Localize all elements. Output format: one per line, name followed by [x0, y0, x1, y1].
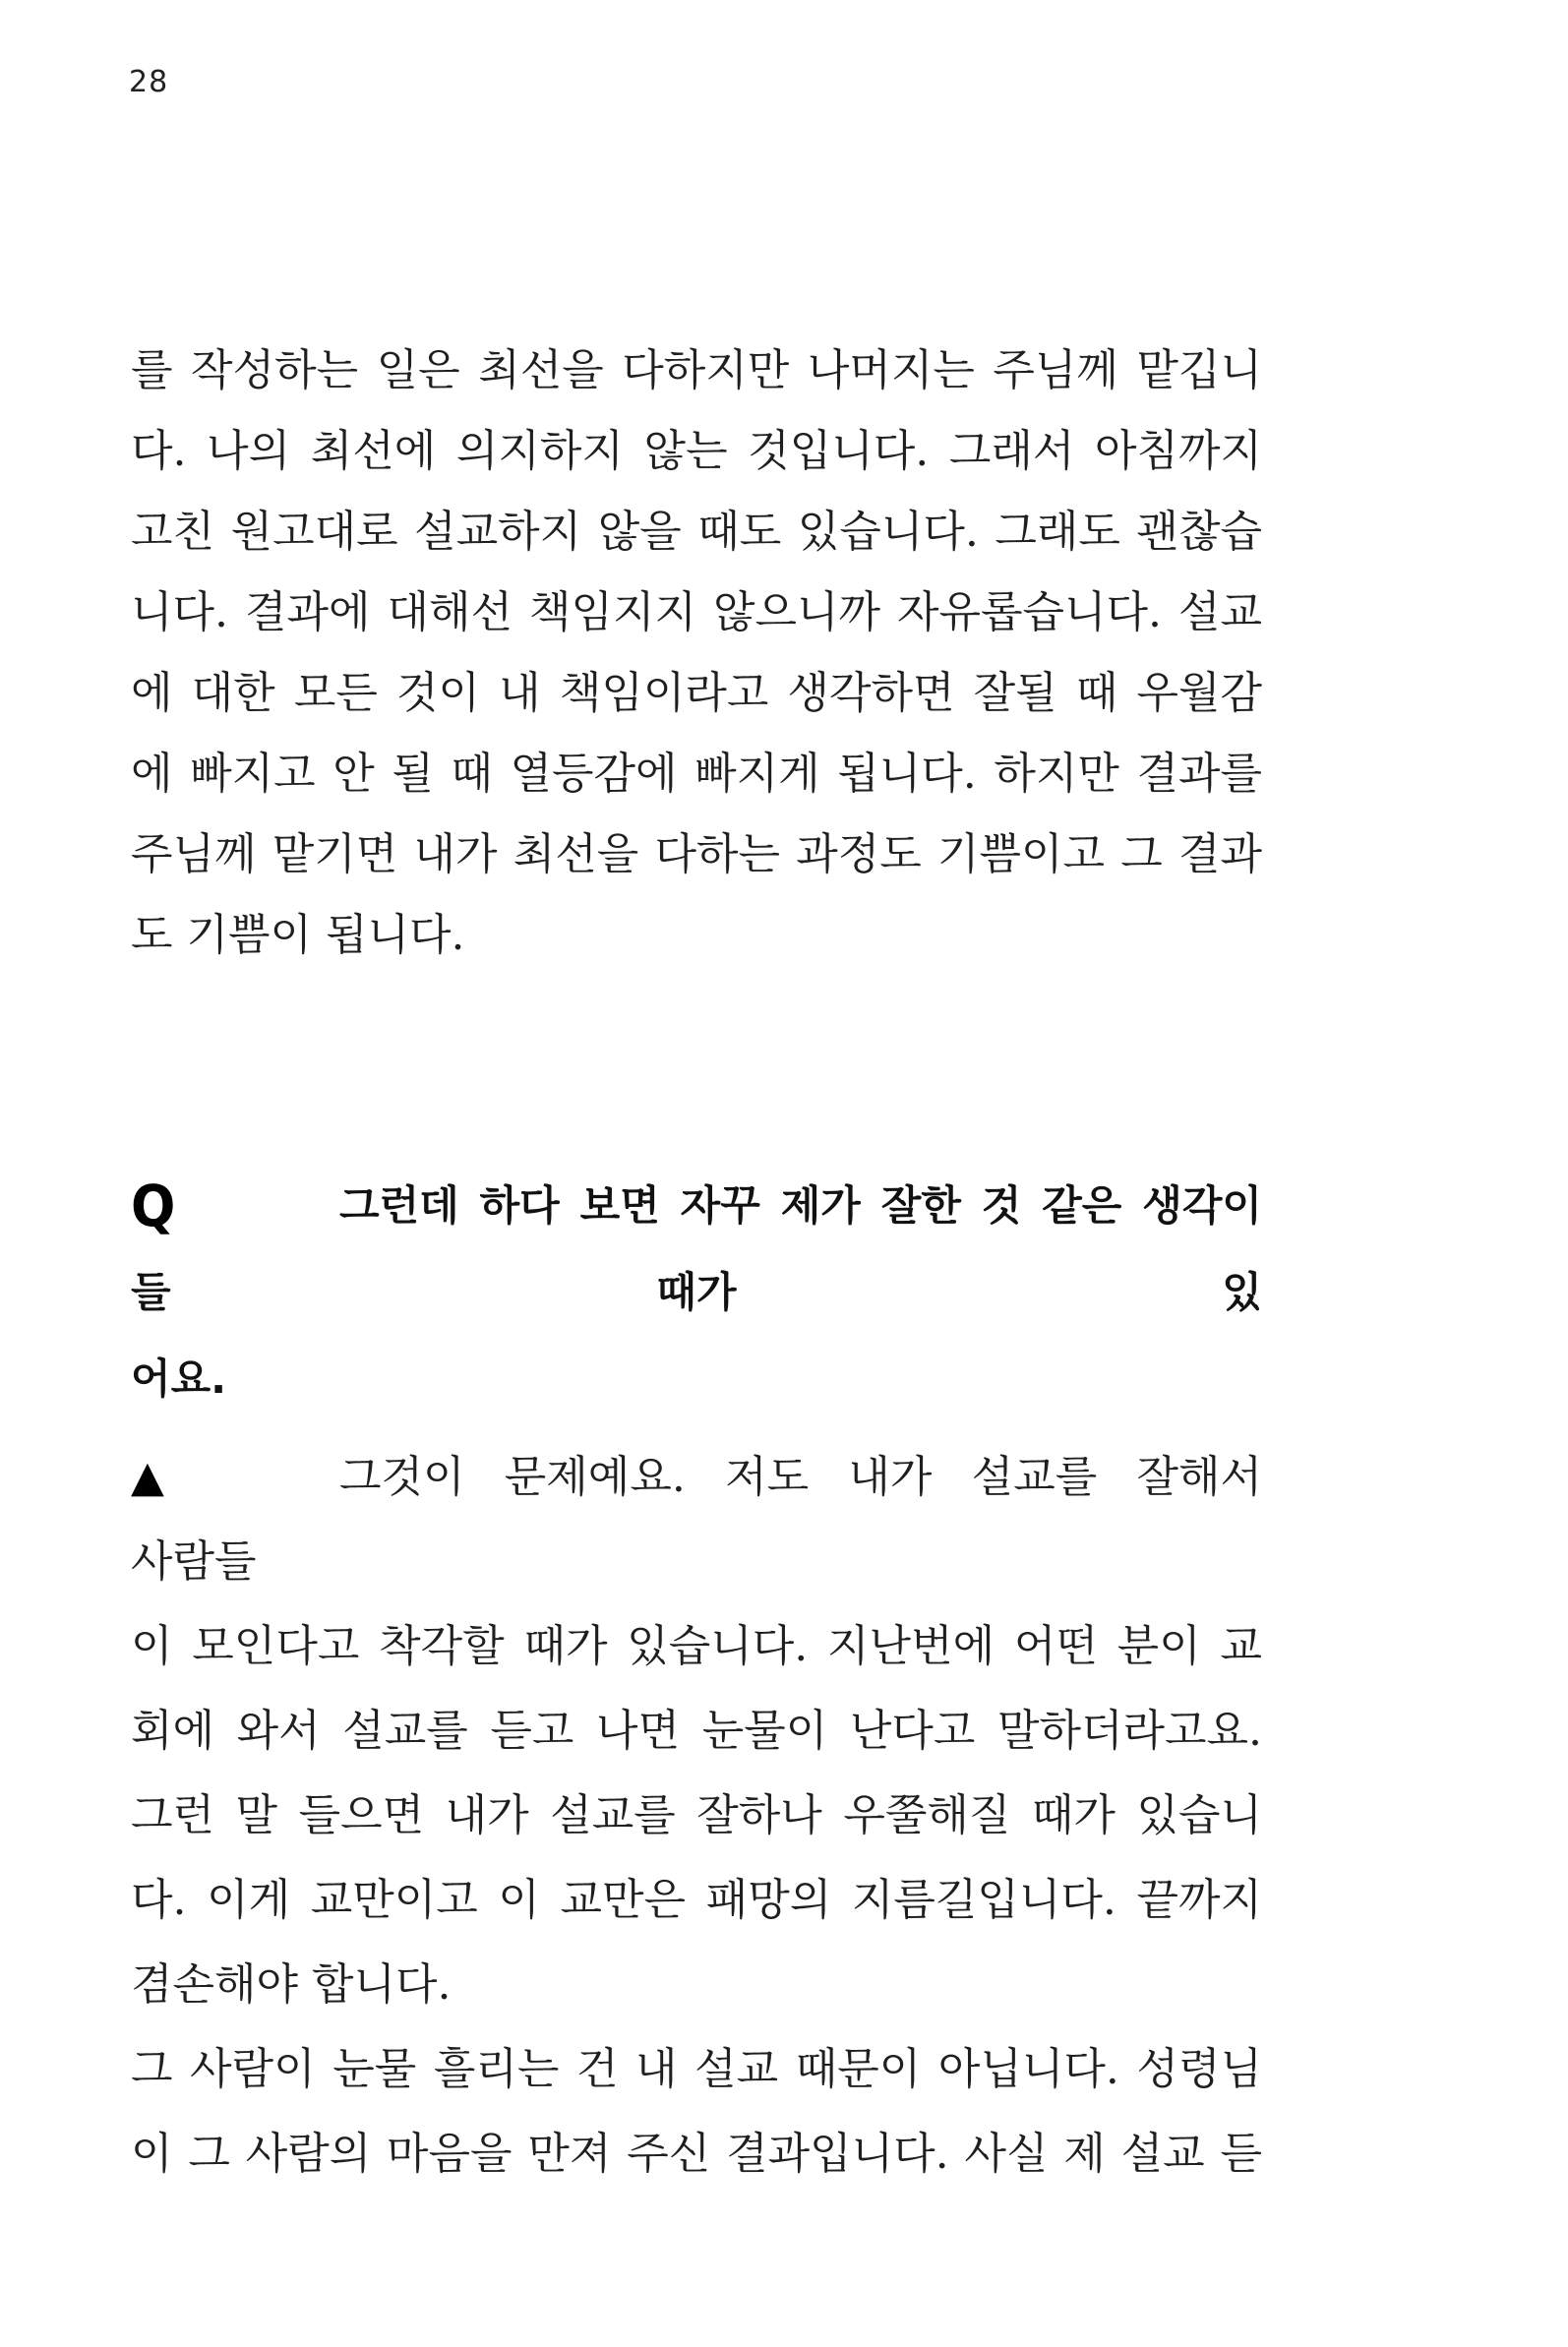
text-line: 다. 이게 교만이고 이 교만은 패망의 지름길입니다. 끝까지: [131, 1875, 1262, 1925]
text-line: 고친 원고대로 설교하지 않을 때도 있습니다. 그래도 괜찮습: [131, 507, 1263, 557]
question-q-marker-icon: Q: [131, 1173, 176, 1239]
text-line: 그 사람이 눈물 흘리는 건 내 설교 때문이 아닙니다. 성령님: [131, 2044, 1262, 2094]
page-number: 28: [129, 65, 169, 99]
text-line: 그것이 문제예요. 저도 내가 설교를 잘해서 사람들: [131, 1452, 1262, 1587]
answer-triangle-marker-icon: ▲: [131, 1452, 164, 1502]
question-lines: [131, 1163, 1262, 1422]
answer-lines: [131, 1435, 1262, 2197]
text-line: 주님께 맡기면 내가 최선을 다하는 과정도 기쁨이고 그 결과: [131, 829, 1262, 879]
text-line: 에 빠지고 안 될 때 열등감에 빠지게 됩니다. 하지만 결과를: [131, 749, 1262, 799]
text-line: 어요.: [131, 1354, 227, 1403]
answer-block: [131, 1435, 1262, 2197]
text-line: 를 작성하는 일은 최선을 다하지만 나머지는 주님께 맡깁니: [131, 345, 1262, 395]
text-line: 이 모인다고 착각할 때가 있습니다. 지난번에 어떤 분이 교: [131, 1621, 1262, 1671]
text-line: 에 대한 모든 것이 내 책임이라고 생각하면 잘될 때 우월감: [131, 668, 1262, 718]
text-line: 이 그 사람의 마음을 만져 주신 결과입니다. 사실 제 설교 듣: [131, 2129, 1262, 2179]
question-block: [131, 1163, 1262, 1422]
text-line: 그런 말 들으면 내가 설교를 잘하나 우쭐해질 때가 있습니: [131, 1790, 1262, 1840]
text-line: 도 기쁨이 됩니다.: [131, 910, 465, 960]
text-line: 겸손해야 합니다.: [131, 1959, 452, 2010]
body-paragraph: [131, 331, 1262, 976]
text-line: 니다. 결과에 대해선 책임지지 않으니까 자유롭습니다. 설교: [131, 587, 1262, 637]
text-line: 그런데 하다 보면 자꾸 제가 잘한 것 같은 생각이 들 때가 있: [131, 1181, 1262, 1316]
text-line: 회에 와서 설교를 듣고 나면 눈물이 난다고 말하더라고요.: [131, 1706, 1262, 1756]
text-line: 다. 나의 최선에 의지하지 않는 것입니다. 그래서 아침까지: [131, 426, 1262, 476]
